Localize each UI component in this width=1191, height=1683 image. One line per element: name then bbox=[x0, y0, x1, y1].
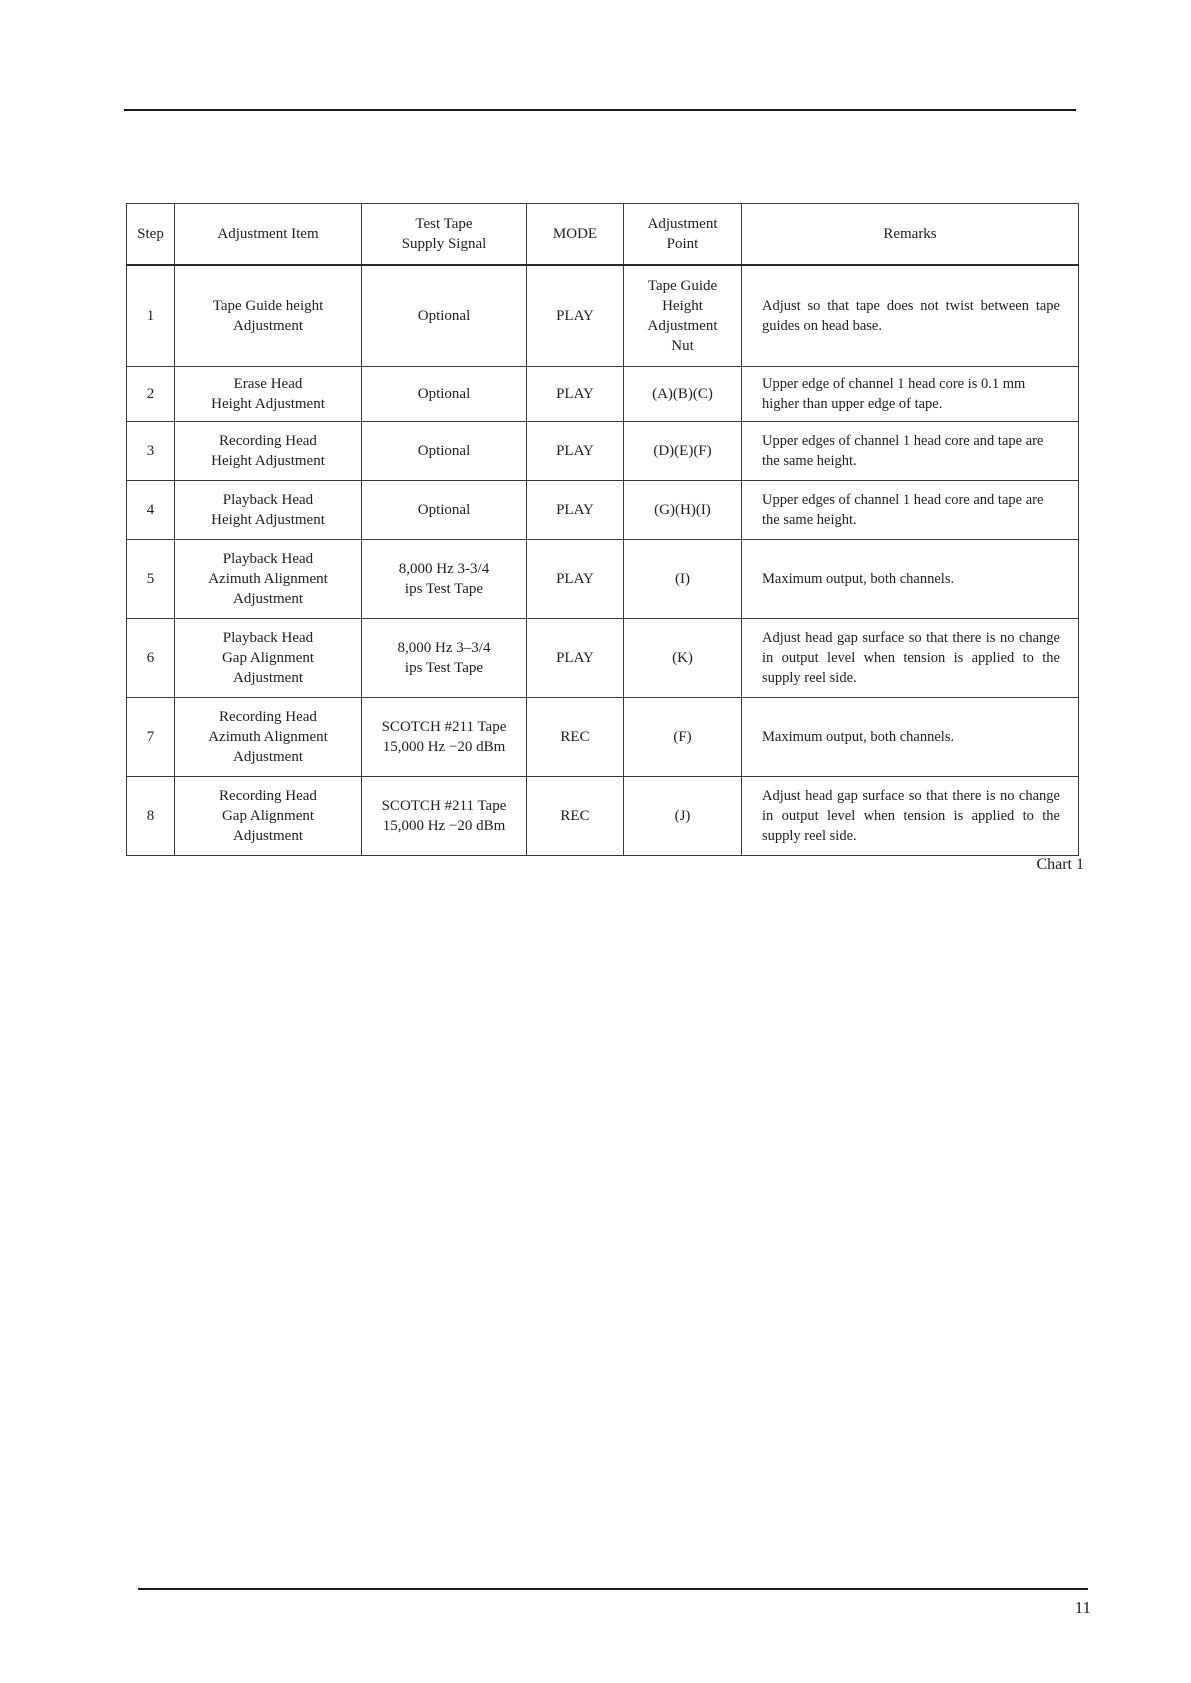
test-tape-signal-cell: SCOTCH #211 Tape 15,000 Hz −20 dBm bbox=[362, 777, 527, 856]
top-rule bbox=[124, 109, 1076, 111]
table-row bbox=[127, 481, 1079, 540]
table-header-row bbox=[127, 204, 1079, 266]
adjustment-chart bbox=[126, 203, 1078, 856]
test-tape-signal-cell: 8,000 Hz 3–3/4 ips Test Tape bbox=[362, 619, 527, 698]
adjustment-point-cell: (J) bbox=[624, 777, 742, 856]
mode-cell: PLAY bbox=[527, 367, 624, 422]
table-row bbox=[127, 422, 1079, 481]
adjustment-point-cell: Tape Guide Height Adjustment Nut bbox=[624, 265, 742, 367]
bottom-rule bbox=[138, 1588, 1088, 1590]
adjustment-point-cell: (K) bbox=[624, 619, 742, 698]
header-remarks: Remarks bbox=[742, 204, 1079, 266]
remarks-cell: Upper edges of channel 1 head core and tape are the same height. bbox=[742, 481, 1079, 540]
header-adjustment-point: Adjustment Point bbox=[624, 204, 742, 266]
adjustment-point-cell: (F) bbox=[624, 698, 742, 777]
table-row bbox=[127, 619, 1079, 698]
chart-caption: Chart 1 bbox=[1036, 856, 1084, 873]
adjustment-point-cell: (D)(E)(F) bbox=[624, 422, 742, 481]
test-tape-signal-cell: SCOTCH #211 Tape 15,000 Hz −20 dBm bbox=[362, 698, 527, 777]
step-cell: 6 bbox=[127, 619, 175, 698]
remarks-cell: Adjust head gap surface so that there is no change in output level when tension is applied to the supply reel side. bbox=[742, 777, 1079, 856]
header-test-tape-signal: Test Tape Supply Signal bbox=[362, 204, 527, 266]
test-tape-signal-cell: 8,000 Hz 3-3/4 ips Test Tape bbox=[362, 540, 527, 619]
remarks-cell: Adjust so that tape does not twist between tape guides on head base. bbox=[742, 265, 1079, 367]
header-adjustment-item: Adjustment Item bbox=[175, 204, 362, 266]
mode-cell: PLAY bbox=[527, 422, 624, 481]
remarks-cell: Adjust head gap surface so that there is no change in output level when tension is applied to the supply reel side. bbox=[742, 619, 1079, 698]
header-mode: MODE bbox=[527, 204, 624, 266]
step-cell: 5 bbox=[127, 540, 175, 619]
mode-cell: REC bbox=[527, 698, 624, 777]
mode-cell: PLAY bbox=[527, 619, 624, 698]
page-number: 11 bbox=[1074, 1598, 1091, 1617]
step-cell: 4 bbox=[127, 481, 175, 540]
header-step: Step bbox=[127, 204, 175, 266]
test-tape-signal-cell: Optional bbox=[362, 265, 527, 367]
adjustment-item-cell: Playback Head Height Adjustment bbox=[175, 481, 362, 540]
test-tape-signal-cell: Optional bbox=[362, 367, 527, 422]
mode-cell: PLAY bbox=[527, 540, 624, 619]
table-row bbox=[127, 777, 1079, 856]
adjustment-table bbox=[126, 203, 1079, 856]
adjustment-item-cell: Recording Head Height Adjustment bbox=[175, 422, 362, 481]
table-row bbox=[127, 265, 1079, 367]
remarks-cell: Maximum output, both channels. bbox=[742, 540, 1079, 619]
adjustment-item-cell: Playback Head Gap Alignment Adjustment bbox=[175, 619, 362, 698]
mode-cell: PLAY bbox=[527, 481, 624, 540]
adjustment-point-cell: (I) bbox=[624, 540, 742, 619]
adjustment-item-cell: Erase Head Height Adjustment bbox=[175, 367, 362, 422]
adjustment-point-cell: (G)(H)(I) bbox=[624, 481, 742, 540]
remarks-cell: Upper edge of channel 1 head core is 0.1 mm higher than upper edge of tape. bbox=[742, 367, 1079, 422]
adjustment-item-cell: Playback Head Azimuth Alignment Adjustment bbox=[175, 540, 362, 619]
step-cell: 7 bbox=[127, 698, 175, 777]
table-row bbox=[127, 698, 1079, 777]
step-cell: 3 bbox=[127, 422, 175, 481]
mode-cell: REC bbox=[527, 777, 624, 856]
table-row bbox=[127, 540, 1079, 619]
remarks-cell: Upper edges of channel 1 head core and tape are the same height. bbox=[742, 422, 1079, 481]
step-cell: 2 bbox=[127, 367, 175, 422]
step-cell: 1 bbox=[127, 265, 175, 367]
adjustment-item-cell: Tape Guide height Adjustment bbox=[175, 265, 362, 367]
test-tape-signal-cell: Optional bbox=[362, 481, 527, 540]
test-tape-signal-cell: Optional bbox=[362, 422, 527, 481]
step-cell: 8 bbox=[127, 777, 175, 856]
table-row bbox=[127, 367, 1079, 422]
adjustment-item-cell: Recording Head Gap Alignment Adjustment bbox=[175, 777, 362, 856]
remarks-cell: Maximum output, both channels. bbox=[742, 698, 1079, 777]
adjustment-item-cell: Recording Head Azimuth Alignment Adjustment bbox=[175, 698, 362, 777]
mode-cell: PLAY bbox=[527, 265, 624, 367]
adjustment-point-cell: (A)(B)(C) bbox=[624, 367, 742, 422]
